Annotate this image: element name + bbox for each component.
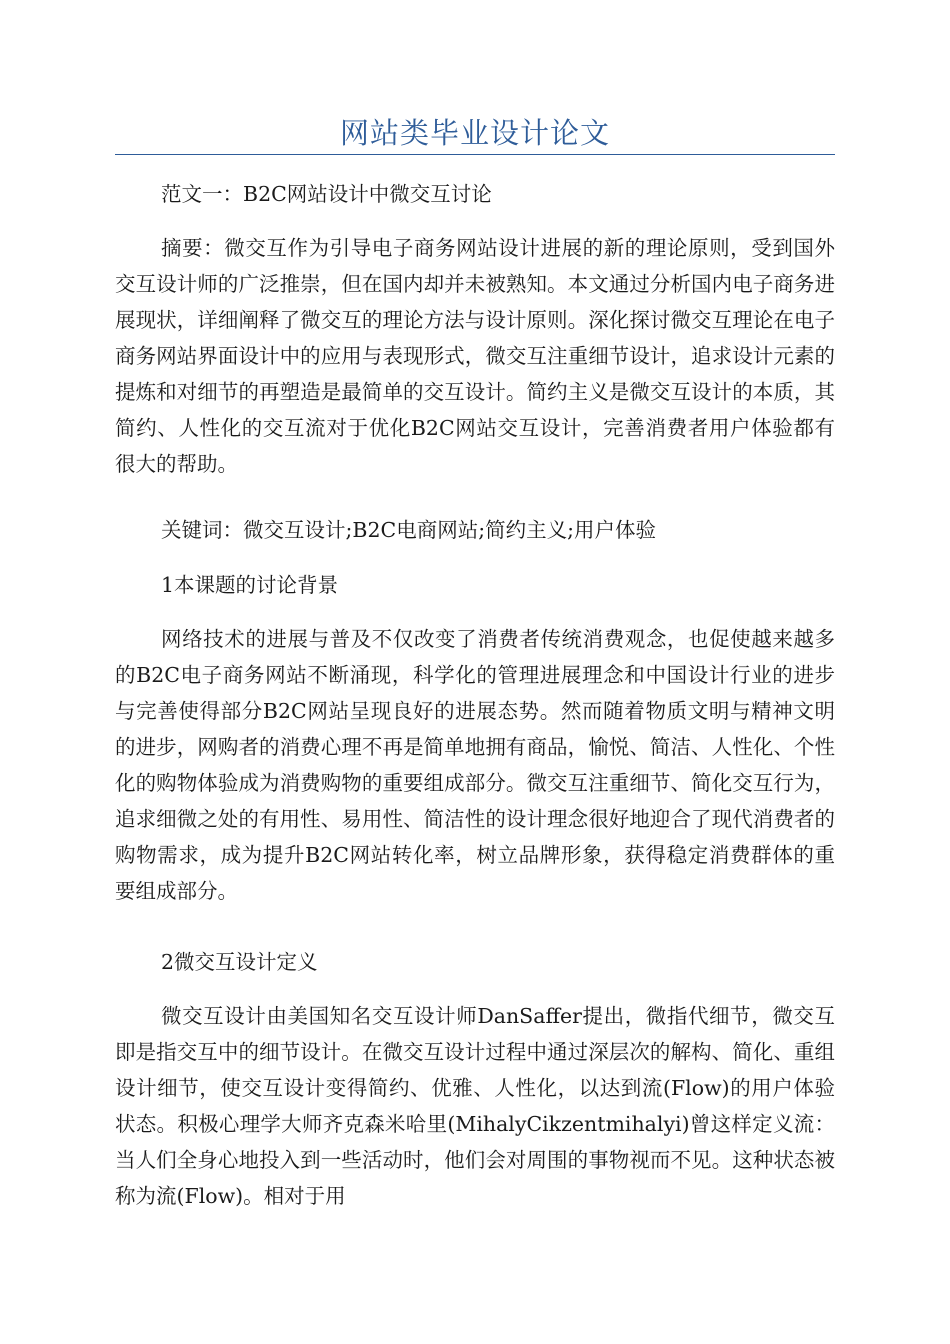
- page-title: 网站类毕业设计论文: [339, 116, 610, 150]
- title-underline: [115, 154, 835, 155]
- section-heading-1: 1本课题的讨论背景: [161, 573, 339, 597]
- definition-paragraph: 微交互设计由美国知名交互设计师DanSaffer提出，微指代细节，微交互即是指交互中的细节设计。在微交互设计过程中通过深层次的解构、简化、重组设计细节，使交互设计变得简约、优雅、人性化，以达到流(Flow)的用户体验状态。积极心理学大师齐克森米哈里(MihalyCikzentmihalyi)曾这样定义流：当人们全身心地投入到一些活动时，他们会对周围的事物视而不见。这种状态被称为流(Flow)。相对于用: [115, 1004, 835, 1208]
- keywords-paragraph: 关键词：微交互设计;B2C电商网站;简约主义;用户体验: [161, 518, 657, 542]
- section-heading-sample: 范文一：B2C网站设计中微交互讨论: [161, 182, 492, 206]
- abstract-paragraph: 摘要：微交互作为引导电子商务网站设计进展的新的理论原则，受到国外交互设计师的广泛推崇，但在国内却并未被熟知。本文通过分析国内电子商务进展现状，详细阐释了微交互的理论方法与设计原则。深化探讨微交互理论在电子商务网站界面设计中的应用与表现形式，微交互注重细节设计，追求设计元素的提炼和对细节的再塑造是最简单的交互设计。简约主义是微交互设计的本质，其简约、人性化的交互流对于优化B2C网站交互设计，完善消费者用户体验都有很大的帮助。: [115, 236, 835, 476]
- section-heading-2: 2微交互设计定义: [161, 950, 318, 974]
- background-paragraph: 网络技术的进展与普及不仅改变了消费者传统消费观念，也促使越来越多的B2C电子商务网站不断涌现，科学化的管理进展理念和中国设计行业的进步与完善使得部分B2C网站呈现良好的进展态势。然而随着物质文明与精神文明的进步，网购者的消费心理不再是简单地拥有商品，愉悦、简洁、人性化、个性化的购物体验成为消费购物的重要组成部分。微交互注重细节、简化交互行为，追求细微之处的有用性、易用性、简洁性的设计理念很好地迎合了现代消费者的购物需求，成为提升B2C网站转化率，树立品牌形象，获得稳定消费群体的重要组成部分。: [115, 627, 835, 903]
